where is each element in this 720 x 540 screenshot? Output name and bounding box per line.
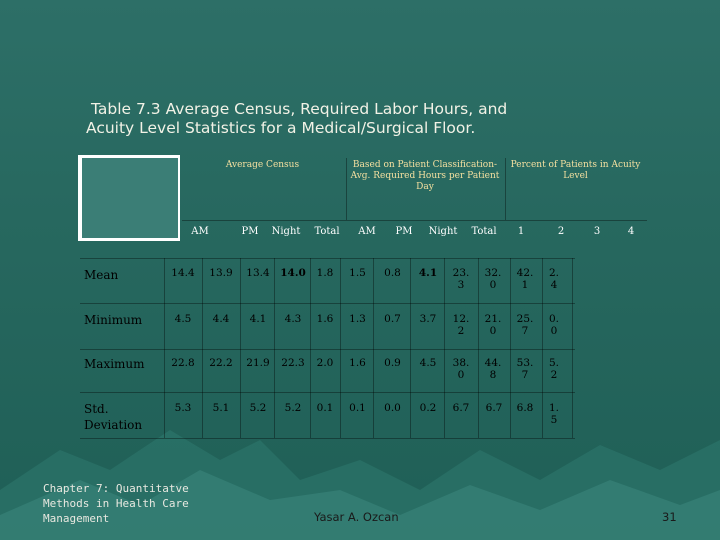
row-label-std-deviation: Std. Deviation bbox=[84, 402, 143, 432]
table-cell: 4.3 bbox=[284, 313, 302, 325]
grid-line bbox=[444, 258, 445, 438]
column-header: PM bbox=[395, 226, 413, 237]
table-cell: 21. 0 bbox=[484, 313, 502, 337]
table-cell: 0.2 bbox=[419, 402, 437, 414]
column-header: Night bbox=[428, 226, 458, 237]
table-cell: 5.1 bbox=[212, 402, 230, 414]
grid-line bbox=[164, 258, 165, 438]
table-cell: 4.1 bbox=[249, 313, 267, 325]
group-header-acuity: Percent of Patients in Acuity Level bbox=[510, 160, 641, 181]
table-cell: 6.8 bbox=[516, 402, 534, 414]
table-cell: 13.9 bbox=[209, 267, 233, 279]
grid-line bbox=[410, 258, 411, 438]
table-cell: 4.5 bbox=[174, 313, 192, 325]
table-cell: 6.7 bbox=[485, 402, 503, 414]
table-cell: 6.7 bbox=[452, 402, 470, 414]
title-line-2: Acuity Level Statistics for a Medical/Surgical Floor. bbox=[86, 119, 476, 137]
page-number: 31 bbox=[662, 510, 677, 524]
grid-line bbox=[340, 258, 341, 438]
row-label-minimum: Minimum bbox=[84, 313, 143, 327]
grid-line bbox=[373, 258, 374, 438]
footer-chapter: Chapter 7: Quantitatve Methods in Health Care Management bbox=[43, 482, 189, 525]
table-cell: 1. 5 bbox=[548, 402, 560, 426]
table-cell: 12. 2 bbox=[452, 313, 470, 337]
column-header: Total bbox=[314, 226, 340, 237]
grid-line bbox=[80, 438, 575, 439]
table-cell: 23. 3 bbox=[452, 267, 470, 291]
group-header-hours: Based on Patient Classification- Avg. Required Hours per Patient Day bbox=[350, 160, 500, 192]
column-header: PM bbox=[241, 226, 259, 237]
table-cell: 4.4 bbox=[212, 313, 230, 325]
row-label-maximum: Maximum bbox=[84, 357, 145, 371]
header-divider bbox=[346, 158, 347, 220]
table-cell: 5.3 bbox=[174, 402, 192, 414]
table-cell: 2. 4 bbox=[548, 267, 560, 291]
table-cell: 0.1 bbox=[316, 402, 334, 414]
grid-line bbox=[80, 392, 575, 393]
column-header: 3 bbox=[593, 226, 601, 237]
table-cell: 13.4 bbox=[246, 267, 270, 279]
table-cell: 38. 0 bbox=[452, 357, 470, 381]
table-cell: 0.1 bbox=[349, 402, 366, 414]
slide-title bbox=[86, 100, 646, 138]
grid-line bbox=[240, 258, 241, 438]
grid-line bbox=[80, 303, 575, 304]
table-cell: 0.8 bbox=[384, 267, 401, 279]
header-underline bbox=[182, 220, 647, 221]
table-cell: 21.9 bbox=[246, 357, 270, 369]
table-cell: 1.6 bbox=[349, 357, 366, 369]
grid-line bbox=[542, 258, 543, 438]
table-cell: 22.2 bbox=[209, 357, 233, 369]
grid-line bbox=[274, 258, 275, 438]
table-cell: 14.4 bbox=[171, 267, 195, 279]
table-cell: 53. 7 bbox=[516, 357, 534, 381]
header-corner-cell bbox=[82, 158, 178, 238]
column-header: Night bbox=[271, 226, 301, 237]
header-divider bbox=[505, 158, 506, 220]
table-cell: 0.0 bbox=[384, 402, 401, 414]
table-cell: 1.8 bbox=[316, 267, 334, 279]
table-cell: 2.0 bbox=[316, 357, 334, 369]
column-header: 1 bbox=[517, 226, 525, 237]
table-cell: 4.1 bbox=[418, 267, 438, 279]
table-cell: 5.2 bbox=[249, 402, 267, 414]
table-cell: 1.3 bbox=[349, 313, 366, 325]
table-cell: 1.6 bbox=[316, 313, 334, 325]
grid-line bbox=[202, 258, 203, 438]
table-cell: 25. 7 bbox=[516, 313, 534, 337]
table-cell: 22.3 bbox=[281, 357, 305, 369]
footer-author: Yasar A. Ozcan bbox=[314, 510, 399, 524]
grid-line bbox=[80, 349, 575, 350]
column-header: Total bbox=[471, 226, 497, 237]
table-cell: 5.2 bbox=[284, 402, 302, 414]
column-header: AM bbox=[191, 226, 209, 237]
table-cell: 42. 1 bbox=[516, 267, 534, 291]
table-cell: 44. 8 bbox=[484, 357, 502, 381]
table-cell: 32. 0 bbox=[484, 267, 502, 291]
table-cell: 22.8 bbox=[171, 357, 195, 369]
title-line-1: Table 7.3 Average Census, Required Labor Hours, and bbox=[91, 100, 508, 118]
table-cell: 3.7 bbox=[419, 313, 437, 325]
table-cell: 5. 2 bbox=[548, 357, 560, 381]
column-header: 2 bbox=[557, 226, 565, 237]
table-cell: 14.0 bbox=[280, 267, 306, 279]
column-header: AM bbox=[358, 226, 376, 237]
row-label-mean: Mean bbox=[84, 268, 119, 282]
grid-line bbox=[572, 258, 573, 438]
table-cell: 0.7 bbox=[384, 313, 401, 325]
table-cell: 0.9 bbox=[384, 357, 401, 369]
group-header-census: Average Census bbox=[225, 160, 300, 170]
column-header: 4 bbox=[627, 226, 635, 237]
table-cell: 1.5 bbox=[349, 267, 366, 279]
table-cell: 0. 0 bbox=[548, 313, 560, 337]
table-cell: 4.5 bbox=[419, 357, 437, 369]
grid-line bbox=[80, 258, 575, 259]
